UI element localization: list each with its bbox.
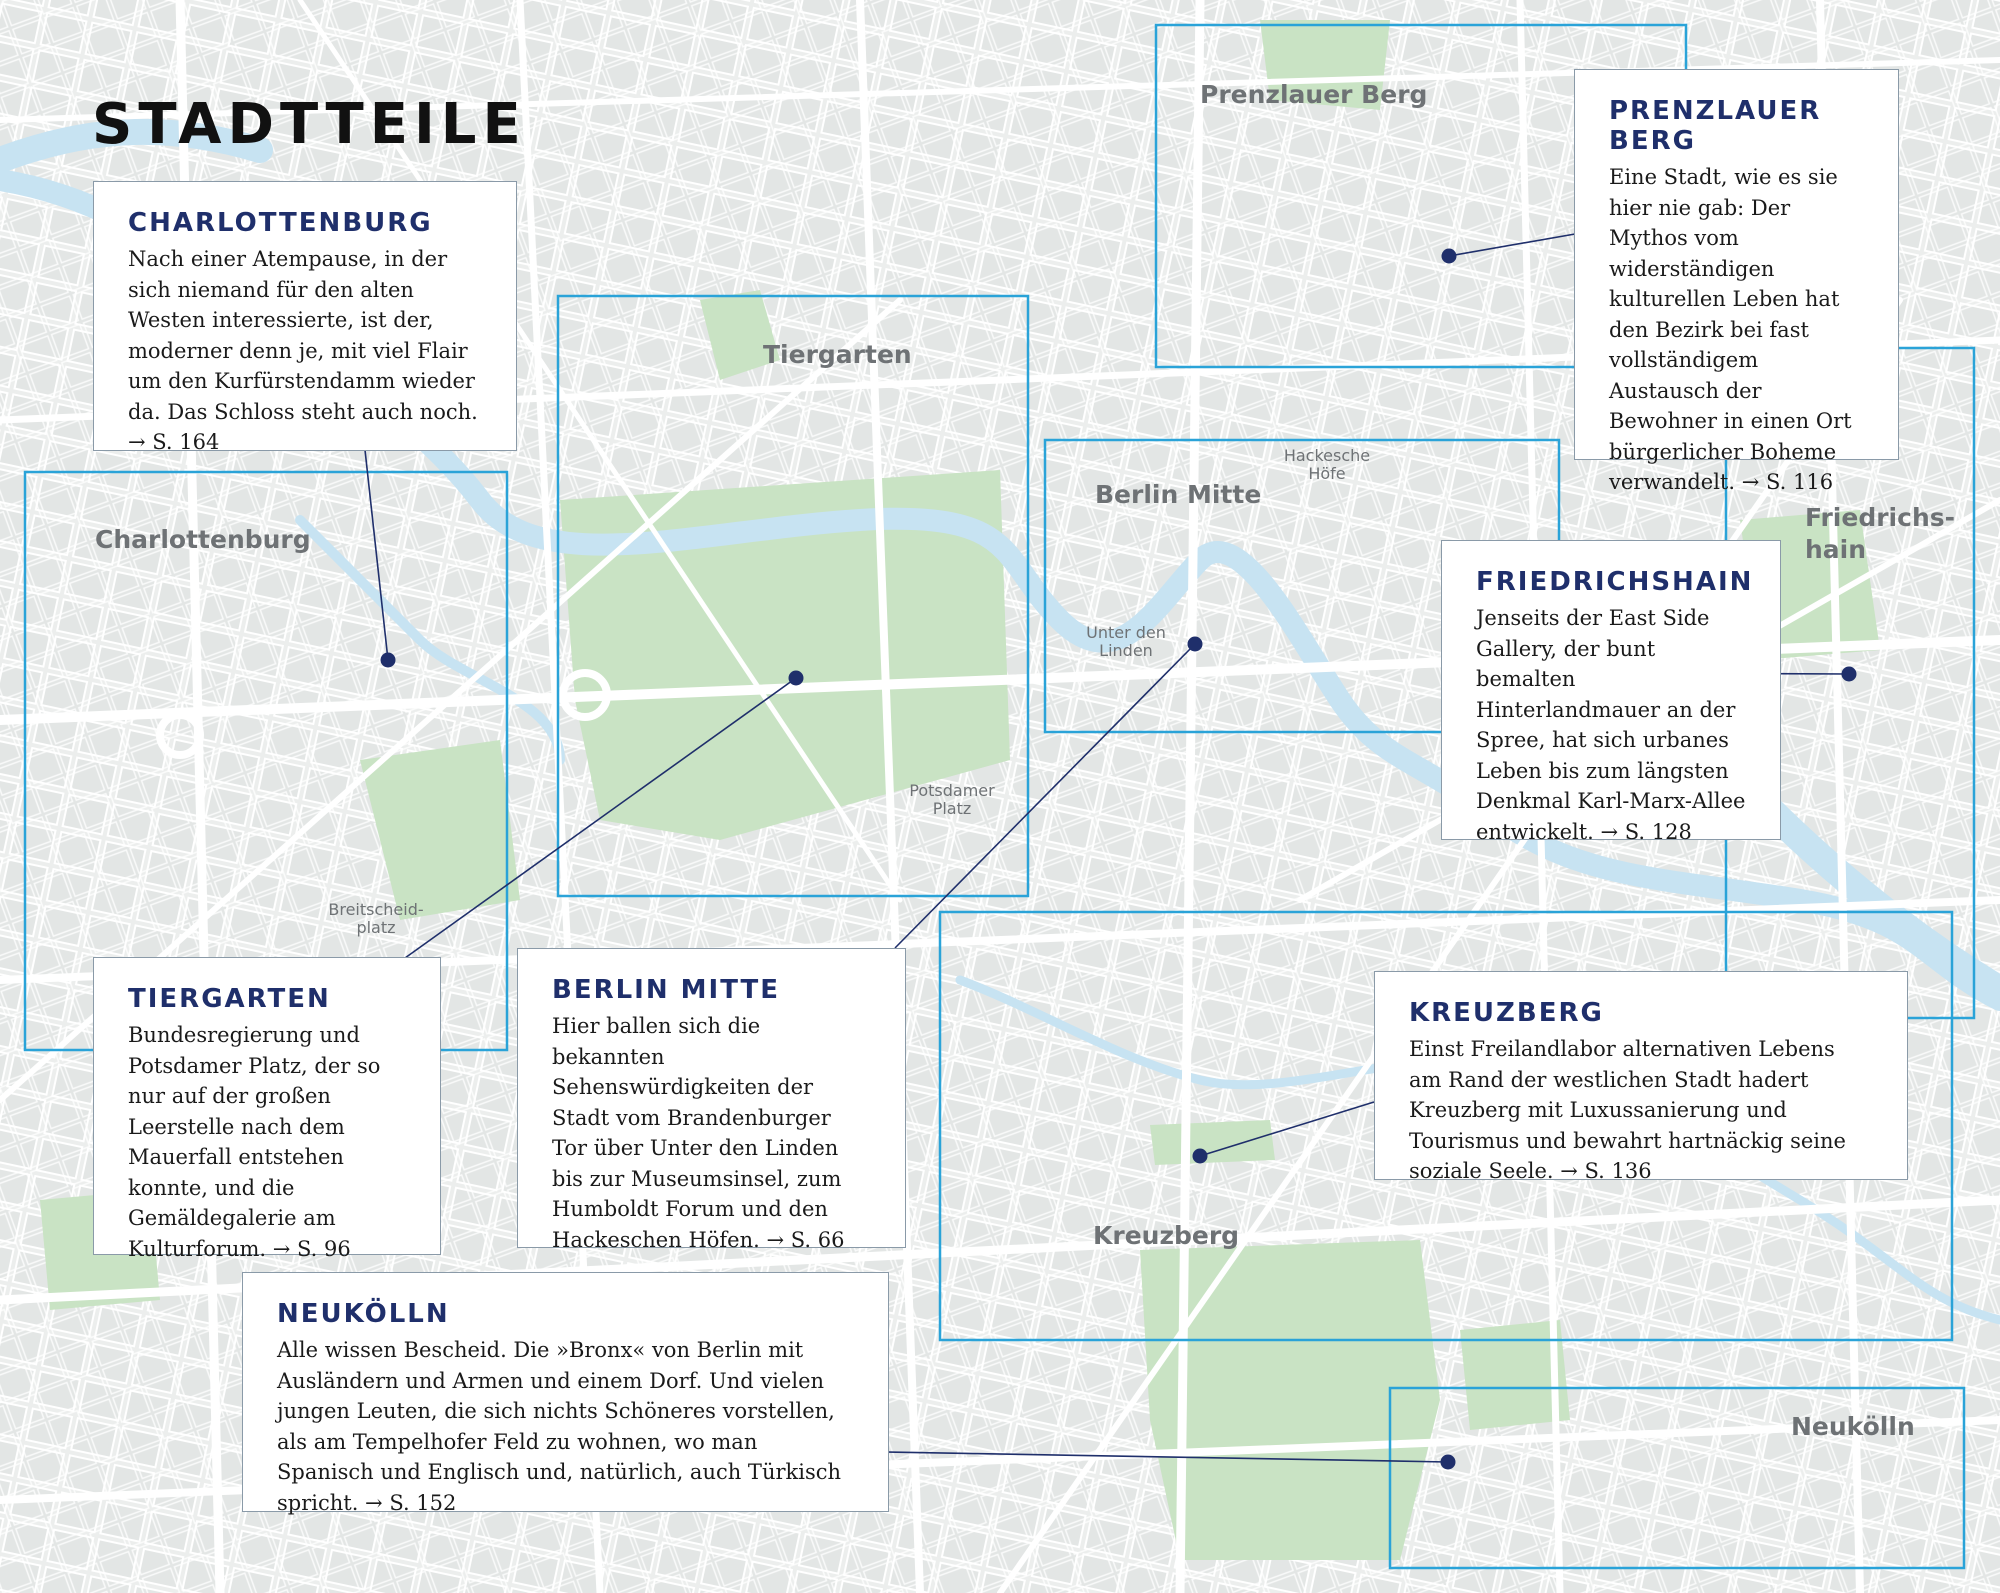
marker-tiergarten: [789, 671, 804, 686]
info-box-mitte: [517, 948, 906, 1252]
info-box-text: Bundesregierung und Potsdamer Platz, der so nur auf der großen Leerstelle nach dem Mauerfall entstehen konnte, und die Gemäldegalerie am Kulturforum. → S. 96: [128, 1023, 381, 1261]
info-box-text: Nach einer Atempause, in der sich niemand für den alten Westen interessierte, ist der, moderner denn je, mit viel Flair um den Kurfürstendamm wieder da. Das Schloss steht auch noch. → S. 164: [128, 247, 478, 454]
info-box-charlottenburg: [93, 181, 517, 454]
map-label-prenzlauer: Prenzlauer Berg: [1200, 80, 1428, 109]
info-box-heading: KREUZBERG: [1409, 998, 1604, 1028]
map-label-neukoelln: Neukölln: [1791, 1412, 1915, 1441]
info-box-heading: CHARLOTTENBURG: [128, 208, 433, 238]
marker-prenzlauer: [1442, 249, 1457, 264]
info-box-heading: FRIEDRICHSHAIN: [1476, 567, 1754, 597]
marker-kreuzberg: [1193, 1149, 1208, 1164]
marker-neukoelln: [1441, 1455, 1456, 1470]
map-label-charlottenburg: Charlottenburg: [95, 525, 311, 554]
info-box-heading: PRENZLAUER BERG: [1609, 96, 1822, 156]
page-title: STADTTEILE: [92, 92, 527, 157]
info-box-heading: NEUKÖLLN: [277, 1299, 450, 1329]
info-box-friedrichshain: [1441, 540, 1781, 844]
place-label-potsdamer-platz: Potsdamer Platz: [909, 781, 995, 818]
info-box-neukoelln: [242, 1272, 889, 1515]
place-label-unter-den-linden: Unter den Linden: [1086, 623, 1166, 660]
map-label-friedrichshain: Friedrichs- hain: [1805, 503, 1955, 564]
info-box-text: Alle wissen Bescheid. Die »Bronx« von Berlin mit Ausländern und Armen und einem Dorf. Und vielen jungen Leuten, die sich nichts Schöneres vorstellen, als am Tempelhofer Feld zu wohnen, wo man Spanisch und Englisch und, natürlich, auch Türkisch spricht. → S. 152: [277, 1338, 842, 1515]
info-box-kreuzberg: [1374, 971, 1908, 1183]
marker-charlottenburg: [381, 653, 396, 668]
info-box-text: Jenseits der East Side Gallery, der bunt bemalten Hinterlandmauer an der Spree, hat sich urbanes Leben bis zum längsten Denkmal Karl-Marx-Allee entwickelt. → S. 128: [1476, 606, 1746, 844]
info-box-text: Eine Stadt, wie es sie hier nie gab: Der Mythos vom widerständigen kulturellen Leben hat den Bezirk bei fast vollständigem Austausch der Bewohner in einen Ort bürgerlicher Boheme verwandelt. → S. 116: [1609, 165, 1852, 494]
marker-mitte: [1188, 637, 1203, 652]
marker-friedrichshain: [1842, 667, 1857, 682]
info-box-heading: BERLIN MITTE: [552, 975, 781, 1005]
map-label-mitte: Berlin Mitte: [1095, 480, 1262, 509]
info-box-text: Hier ballen sich die bekannten Sehenswürdigkeiten der Stadt vom Brandenburger Tor über Unter den Linden bis zur Museumsinsel, zum Humboldt Forum und den Hackeschen Höfen. → S. 66: [552, 1014, 845, 1252]
info-box-prenzlauer-berg: [1574, 69, 1899, 494]
map-label-tiergarten: Tiergarten: [763, 340, 912, 369]
place-label-breitscheidplatz: Breitscheid-platz: [328, 900, 424, 937]
place-label-hackesche-hoefe: Hackesche Höfe: [1283, 446, 1371, 483]
info-box-tiergarten: [93, 957, 441, 1261]
info-box-text: Einst Freilandlabor alternativen Lebens am Rand der westlichen Stadt hadert Kreuzberg mit Luxussanierung und Tourismus und bewahrt hartnäckig seine soziale Seele. → S. 136: [1409, 1037, 1846, 1183]
map-label-kreuzberg: Kreuzberg: [1093, 1221, 1240, 1250]
info-box-heading: TIERGARTEN: [128, 984, 331, 1014]
